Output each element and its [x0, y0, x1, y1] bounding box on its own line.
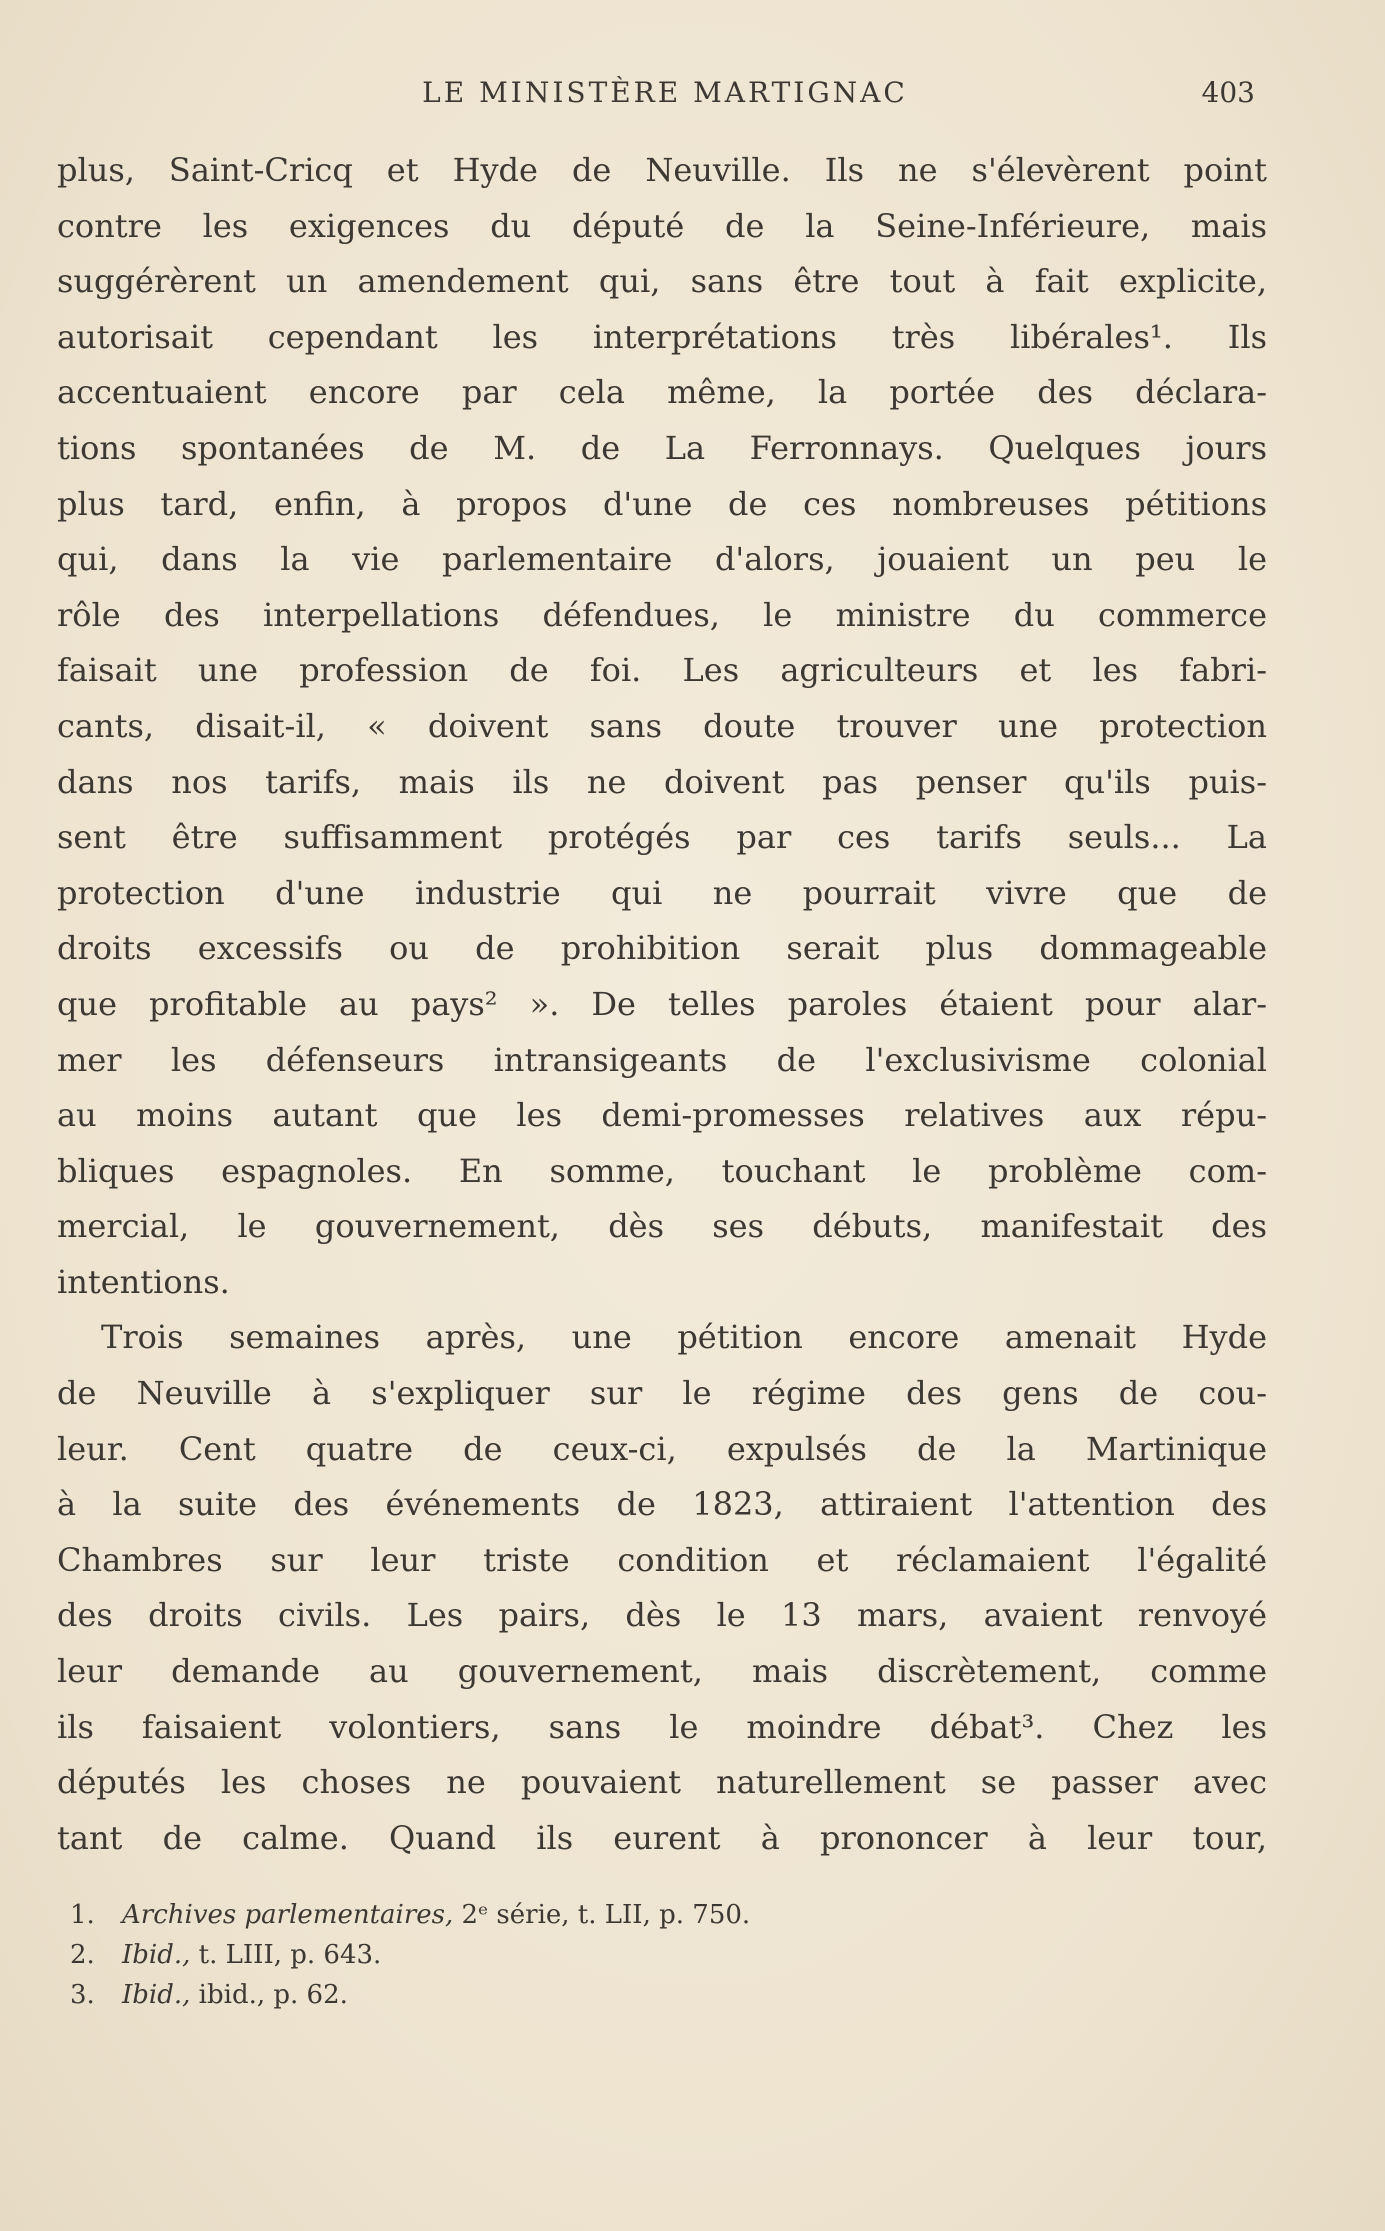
- text-line: plus, Saint-Cricq et Hyde de Neuville. Ils ne s'élevèrent point: [57, 151, 1267, 189]
- text-line: tant de calme. Quand ils eurent à prononcer à leur tour,: [57, 1818, 1267, 1857]
- text-line: de Neuville à s'expliquer sur le régime des gens de cou-: [57, 1374, 1267, 1413]
- text-line: contre les exigences du député de la Seine-Inférieure, mais: [57, 206, 1267, 245]
- text-line: députés les choses ne pouvaient naturellement se passer avec: [57, 1763, 1267, 1802]
- text-line: plus tard, enfin, à propos d'une de ces nombreuses pétitions: [57, 484, 1267, 523]
- footnote-number: 3.: [70, 1980, 95, 2010]
- running-title: LE MINISTÈRE MARTIGNAC: [422, 76, 908, 109]
- text-line: à la suite des événements de 1823, attiraient l'attention des: [57, 1485, 1267, 1524]
- footnote-3: [70, 1975, 970, 2015]
- footnote-reference: ibid., p. 62.: [190, 1980, 348, 2010]
- text-line: rôle des interpellations défendues, le ministre du commerce: [57, 595, 1267, 634]
- text-line: accentuaient encore par cela même, la portée des déclara-: [57, 373, 1267, 412]
- paragraph-1: [57, 143, 1267, 1310]
- paragraph-2: [57, 1310, 1267, 1866]
- text-line: protection d'une industrie qui ne pourrait vivre que de: [57, 873, 1267, 912]
- text-line: que profitable au pays² ». De telles paroles étaient pour alar-: [57, 984, 1267, 1023]
- text-line: leur demande au gouvernement, mais discrètement, comme: [57, 1652, 1267, 1691]
- text-line: sent être suffisamment protégés par ces tarifs seuls... La: [57, 818, 1267, 857]
- running-head: [75, 68, 1255, 118]
- text-line: faisait une profession de foi. Les agriculteurs et les fabri-: [57, 651, 1267, 690]
- page-number: 403: [1201, 76, 1255, 109]
- text-line: autorisait cependant les interprétations très libérales¹. Ils: [57, 317, 1267, 356]
- footnote-number: 1.: [70, 1900, 95, 1930]
- text-line: mercial, le gouvernement, dès ses débuts, manifestait des: [57, 1207, 1267, 1246]
- footnote-source: Archives parlementaires,: [122, 1900, 454, 1930]
- footnotes: [70, 1895, 970, 2015]
- footnote-reference: 2ᵉ série, t. LII, p. 750.: [453, 1900, 751, 1930]
- text-line: intentions.: [57, 1262, 230, 1301]
- text-line: mer les défenseurs intransigeants de l'exclusivisme colonial: [57, 1040, 1267, 1079]
- footnote-number: 2.: [70, 1940, 95, 1970]
- text-line: bliques espagnoles. En somme, touchant le problème com-: [57, 1151, 1267, 1190]
- text-line: leur. Cent quatre de ceux-ci, expulsés de la Martinique: [57, 1429, 1267, 1468]
- footnote-1: [70, 1895, 970, 1935]
- text-line: cants, disait-il, « doivent sans doute trouver une protection: [57, 706, 1267, 745]
- body-text: [57, 143, 1267, 1866]
- text-line: Trois semaines après, une pétition encore amenait Hyde: [101, 1318, 1267, 1357]
- text-line: ils faisaient volontiers, sans le moindre débat³. Chez les: [57, 1707, 1267, 1746]
- text-line: suggérèrent un amendement qui, sans être tout à fait explicite,: [57, 262, 1267, 301]
- text-line: qui, dans la vie parlementaire d'alors, jouaient un peu le: [57, 540, 1267, 579]
- footnote-2: [70, 1935, 970, 1975]
- footnote-reference: t. LIII, p. 643.: [190, 1940, 382, 1970]
- footnote-source: Ibid.,: [122, 1980, 191, 2010]
- text-line: droits excessifs ou de prohibition serait plus dommageable: [57, 929, 1267, 968]
- text-line: des droits civils. Les pairs, dès le 13 mars, avaient renvoyé: [57, 1596, 1267, 1635]
- text-line: tions spontanées de M. de La Ferronnays. Quelques jours: [57, 428, 1267, 467]
- text-line: dans nos tarifs, mais ils ne doivent pas penser qu'ils puis-: [57, 762, 1267, 801]
- text-line: Chambres sur leur triste condition et réclamaient l'égalité: [57, 1540, 1267, 1579]
- footnote-source: Ibid.,: [122, 1940, 191, 1970]
- text-line: au moins autant que les demi-promesses relatives aux répu-: [57, 1096, 1267, 1135]
